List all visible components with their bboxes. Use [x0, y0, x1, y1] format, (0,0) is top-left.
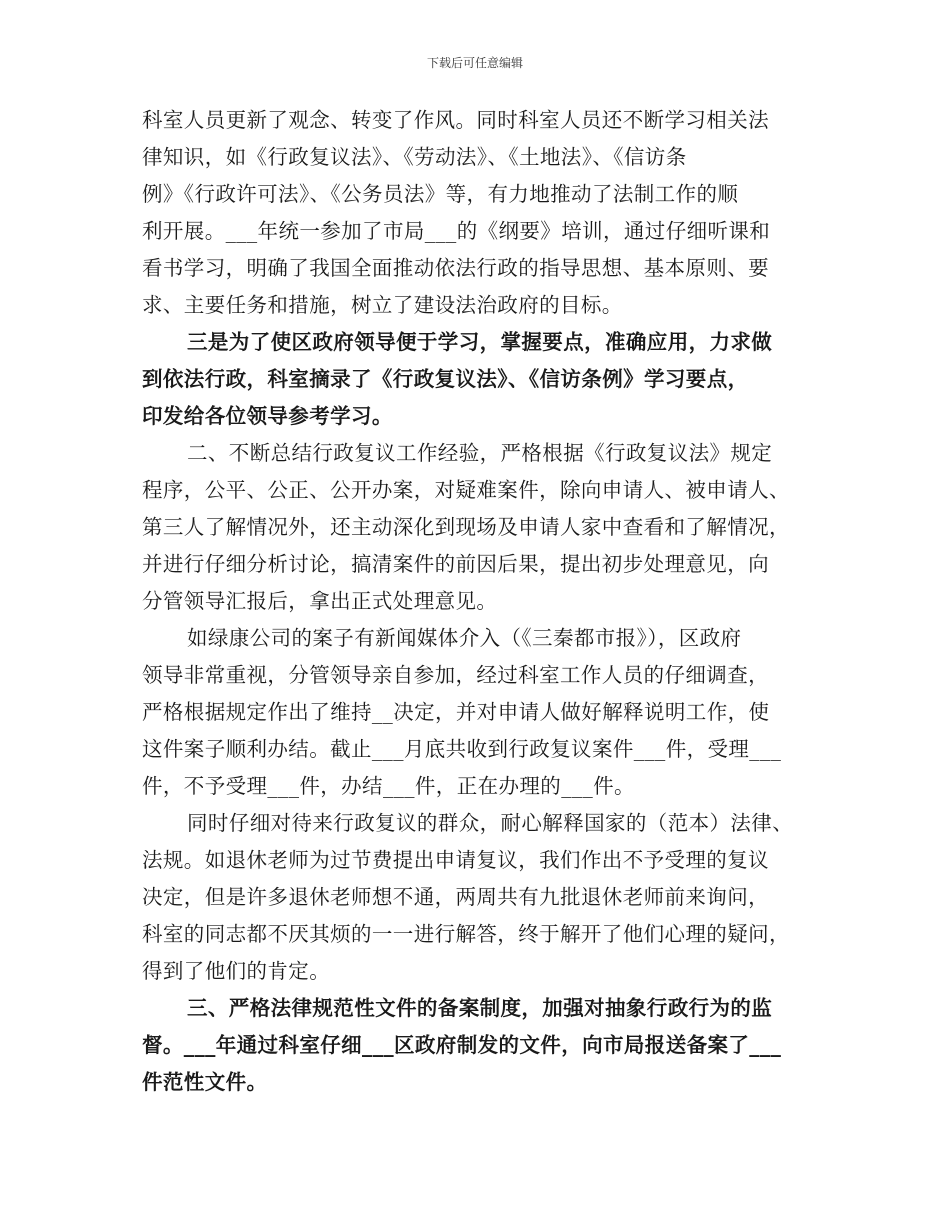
document-body	[142, 102, 822, 1101]
text-line: 严格根据规定作出了维持__决定，并对申请人做好解释说明工作，使	[142, 700, 770, 724]
text-line: 领导非常重视，分管领导亲自参加，经过科室工作人员的仔细调查，	[142, 663, 769, 687]
text-line: 看书学习，明确了我国全面推动依法行政的指导思想、基本原则、要	[142, 256, 769, 280]
text-line: 到依法行政，科室摘录了《行政复议法》、《信访条例》学习要点，	[142, 367, 749, 391]
text-line: 三、严格法律规范性文件的备案制度，加强对抽象行政行为的监	[187, 996, 773, 1020]
text-line: 科室的同志都不厌其烦的一一进行解答，终于解开了他们心理的疑问，	[142, 922, 790, 946]
paragraph	[142, 620, 822, 805]
text-line: 科室人员更新了观念、转变了作风。同时科室人员还不断学习相关法	[142, 108, 769, 132]
text-line: 这件案子顺利办结。截止___月底共收到行政复议案件___件，受理___	[142, 737, 782, 761]
text-line: 印发给各位领导参考学习。	[142, 404, 393, 428]
text-line: 法规。如退休老师为过节费提出申请复议，我们作出不予受理的复议	[142, 848, 769, 872]
text-line: 件，不予受理___件，办结___件，正在办理的___件。	[142, 774, 635, 798]
text-line: 例》《行政许可法》、《公务员法》等，有力地推动了法制工作的顺	[142, 182, 739, 206]
paragraph	[142, 805, 822, 990]
text-line: 利开展。___年统一参加了市局___的《纲要》培训，通过仔细听课和	[142, 219, 771, 243]
text-line: 决定，但是许多退休老师想不通，两周共有九批退休老师前来询问，	[142, 885, 769, 909]
text-line: 三是为了使区政府领导便于学习，掌握要点，准确应用，力求做	[187, 330, 773, 354]
text-line: 得到了他们的肯定。	[142, 959, 331, 983]
text-line: 并进行仔细分析讨论，搞清案件的前因后果，提出初步处理意见，向	[142, 552, 769, 576]
paragraph-bold	[142, 990, 822, 1101]
text-line: 第三人了解情况外，还主动深化到现场及申请人家中查看和了解情况，	[142, 515, 790, 539]
text-line: 件范性文件。	[142, 1070, 268, 1094]
text-line: 二、不断总结行政复议工作经验，严格根据《行政复议法》规定	[187, 441, 773, 465]
text-line: 求、主要任务和措施，树立了建设法治政府的目标。	[142, 293, 623, 317]
text-line: 程序，公平、公正、公开办案，对疑难案件，除向申请人、被申请人、	[142, 478, 790, 502]
text-line: 如绿康公司的案子有新闻媒体介入（《三秦都市报》），区政府	[187, 626, 742, 650]
paragraph-bold	[142, 324, 822, 435]
page-header: 下载后可任意编辑	[426, 56, 523, 70]
text-line: 分管领导汇报后，拿出正式处理意见。	[142, 589, 498, 613]
text-line: 律知识，如《行政复议法》、《劳动法》、《土地法》、《信访条	[142, 145, 687, 169]
text-line: 同时仔细对待来行政复议的群众，耐心解释国家的（范本）法律、	[187, 811, 794, 835]
paragraph	[142, 435, 822, 620]
paragraph	[142, 102, 822, 324]
text-line: 督。___年通过科室仔细___区政府制发的文件，向市局报送备案了___	[142, 1033, 782, 1057]
